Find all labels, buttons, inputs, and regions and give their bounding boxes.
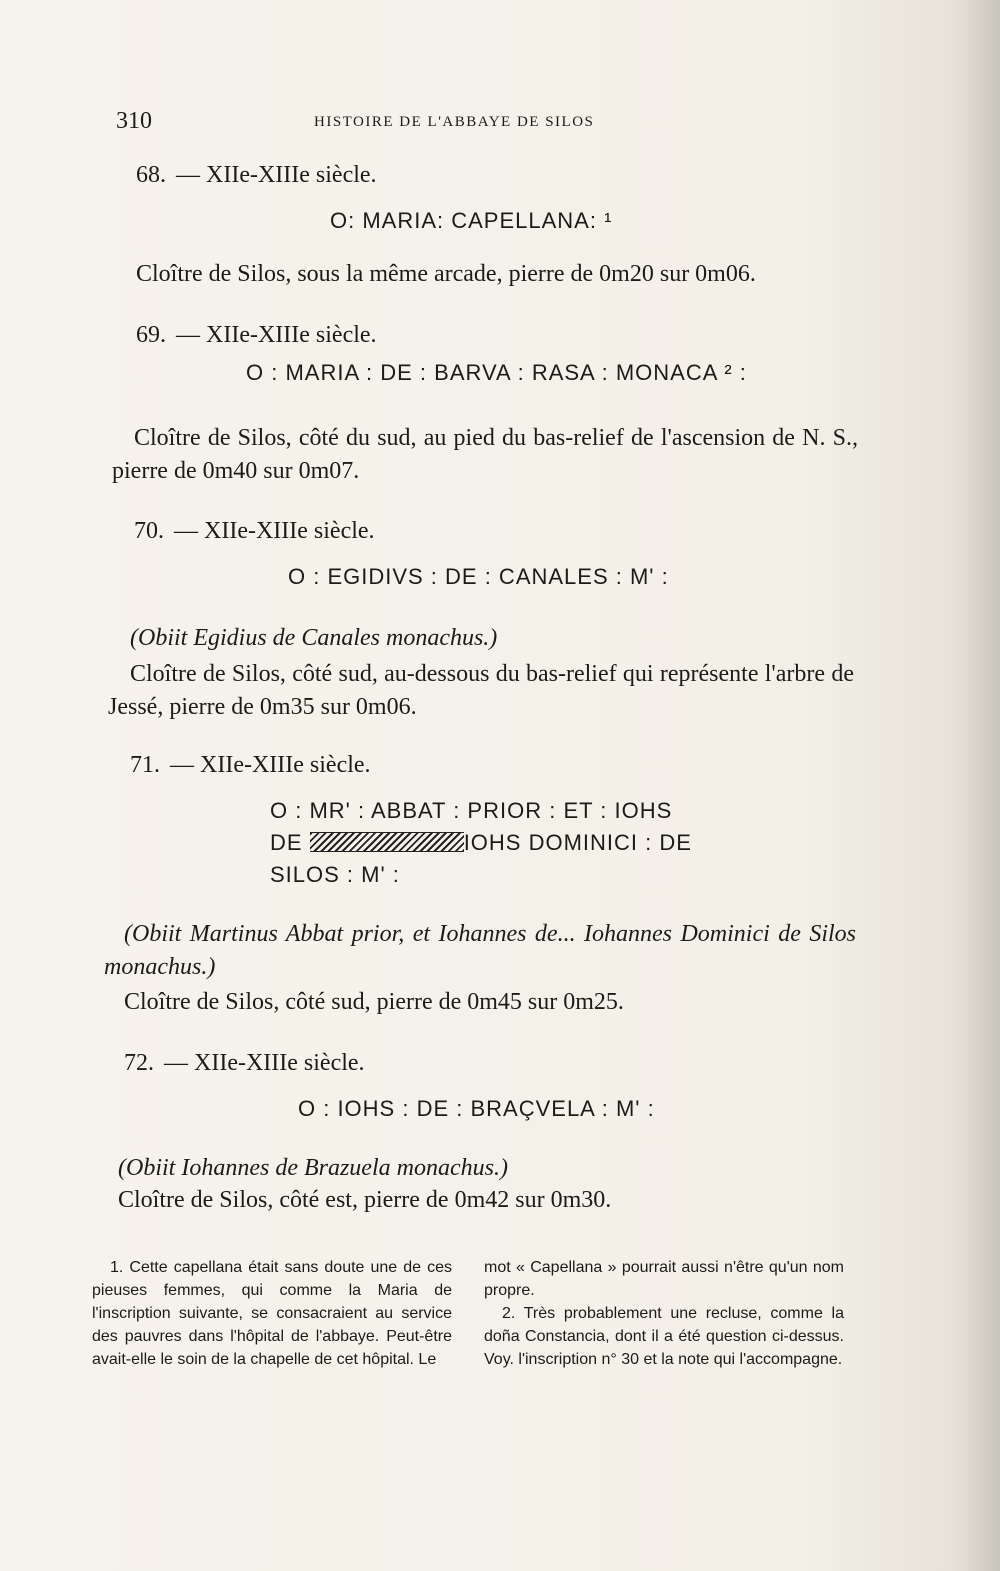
entry-70-description: Cloître de Silos, côté sud, au-dessous du bas-relief qui représente l'arbre de Jessé, pierre de 0m35 sur 0m06. [108, 661, 854, 720]
entry-68-heading: 68. — XIIe-XIIIe siècle. [136, 162, 377, 188]
entry-71-inscription-line-3: SILOS : M' : [270, 862, 400, 887]
erased-text-hatching [310, 832, 464, 852]
entry-69-description: Cloître de Silos, côté du sud, au pied du bas-relief de l'ascension de N. S., pierre de 0m40 sur 0m07. [112, 425, 858, 484]
footnote-2: 2. Très probablement une recluse, comme la doña Constancia, dont il a été question ci-dessus. Voy. l'inscription n° 30 et la note qui l'accompagne. [484, 1305, 844, 1368]
page-edge-shadow [950, 0, 1000, 1571]
entry-70-reading: (Obiit Egidius de Canales monachus.) [130, 625, 498, 651]
entry-71-inscription-line-1: O : MR' : ABBAT : PRIOR : ET : IOHS [270, 798, 673, 823]
footnote-1-continued: mot « Capellana » pourrait aussi n'être qu'un nom propre. [484, 1259, 844, 1299]
footnote-column-right [484, 1256, 844, 1371]
entry-68-inscription: O: MARIA: CAPELLANA: ¹ [330, 208, 613, 233]
entry-71-inscription-line-2: DE IOHS DOMINICI : DE [270, 830, 692, 855]
entry-70-inscription: O : EGIDIVS : DE : CANALES : M' : [288, 564, 669, 589]
entry-71-heading: 71. — XIIe-XIIIe siècle. [130, 752, 371, 778]
entry-72-inscription: O : IOHS : DE : BRAÇVELA : M' : [298, 1096, 655, 1121]
entry-69-heading: 69. — XIIe-XIIIe siècle. [136, 322, 377, 348]
footnote-column-left [92, 1256, 452, 1371]
entry-72-reading: (Obiit Iohannes de Brazuela monachus.) [118, 1155, 508, 1181]
entry-69-inscription: O : MARIA : DE : BARVA : RASA : MONACA ² : [246, 360, 747, 385]
entry-68-description: Cloître de Silos, sous la même arcade, pierre de 0m20 sur 0m06. [136, 261, 756, 287]
entry-72-description: Cloître de Silos, côté est, pierre de 0m42 sur 0m30. [118, 1187, 612, 1213]
entry-72-heading: 72. — XIIe-XIIIe siècle. [124, 1050, 365, 1076]
page-header [116, 108, 676, 138]
footnote-1: 1. Cette capellana était sans doute une de ces pieuses femmes, qui comme la Maria de l'inscription suivante, se consacraient au service des pauvres dans l'hôpital de l'abbaye. Peut-être avait-elle le soin de la chapelle de cet hôpital. Le [92, 1259, 452, 1368]
entry-70-heading: 70. — XIIe-XIIIe siècle. [134, 518, 375, 544]
entry-71-description: Cloître de Silos, côté sud, pierre de 0m45 sur 0m25. [124, 989, 624, 1015]
running-title: HISTOIRE DE L'ABBAYE DE SILOS [314, 114, 595, 130]
page-number: 310 [116, 108, 152, 134]
entry-71-reading: (Obiit Martinus Abbat prior, et Iohannes de... Iohannes Dominici de Silos monachus.) [104, 921, 856, 980]
